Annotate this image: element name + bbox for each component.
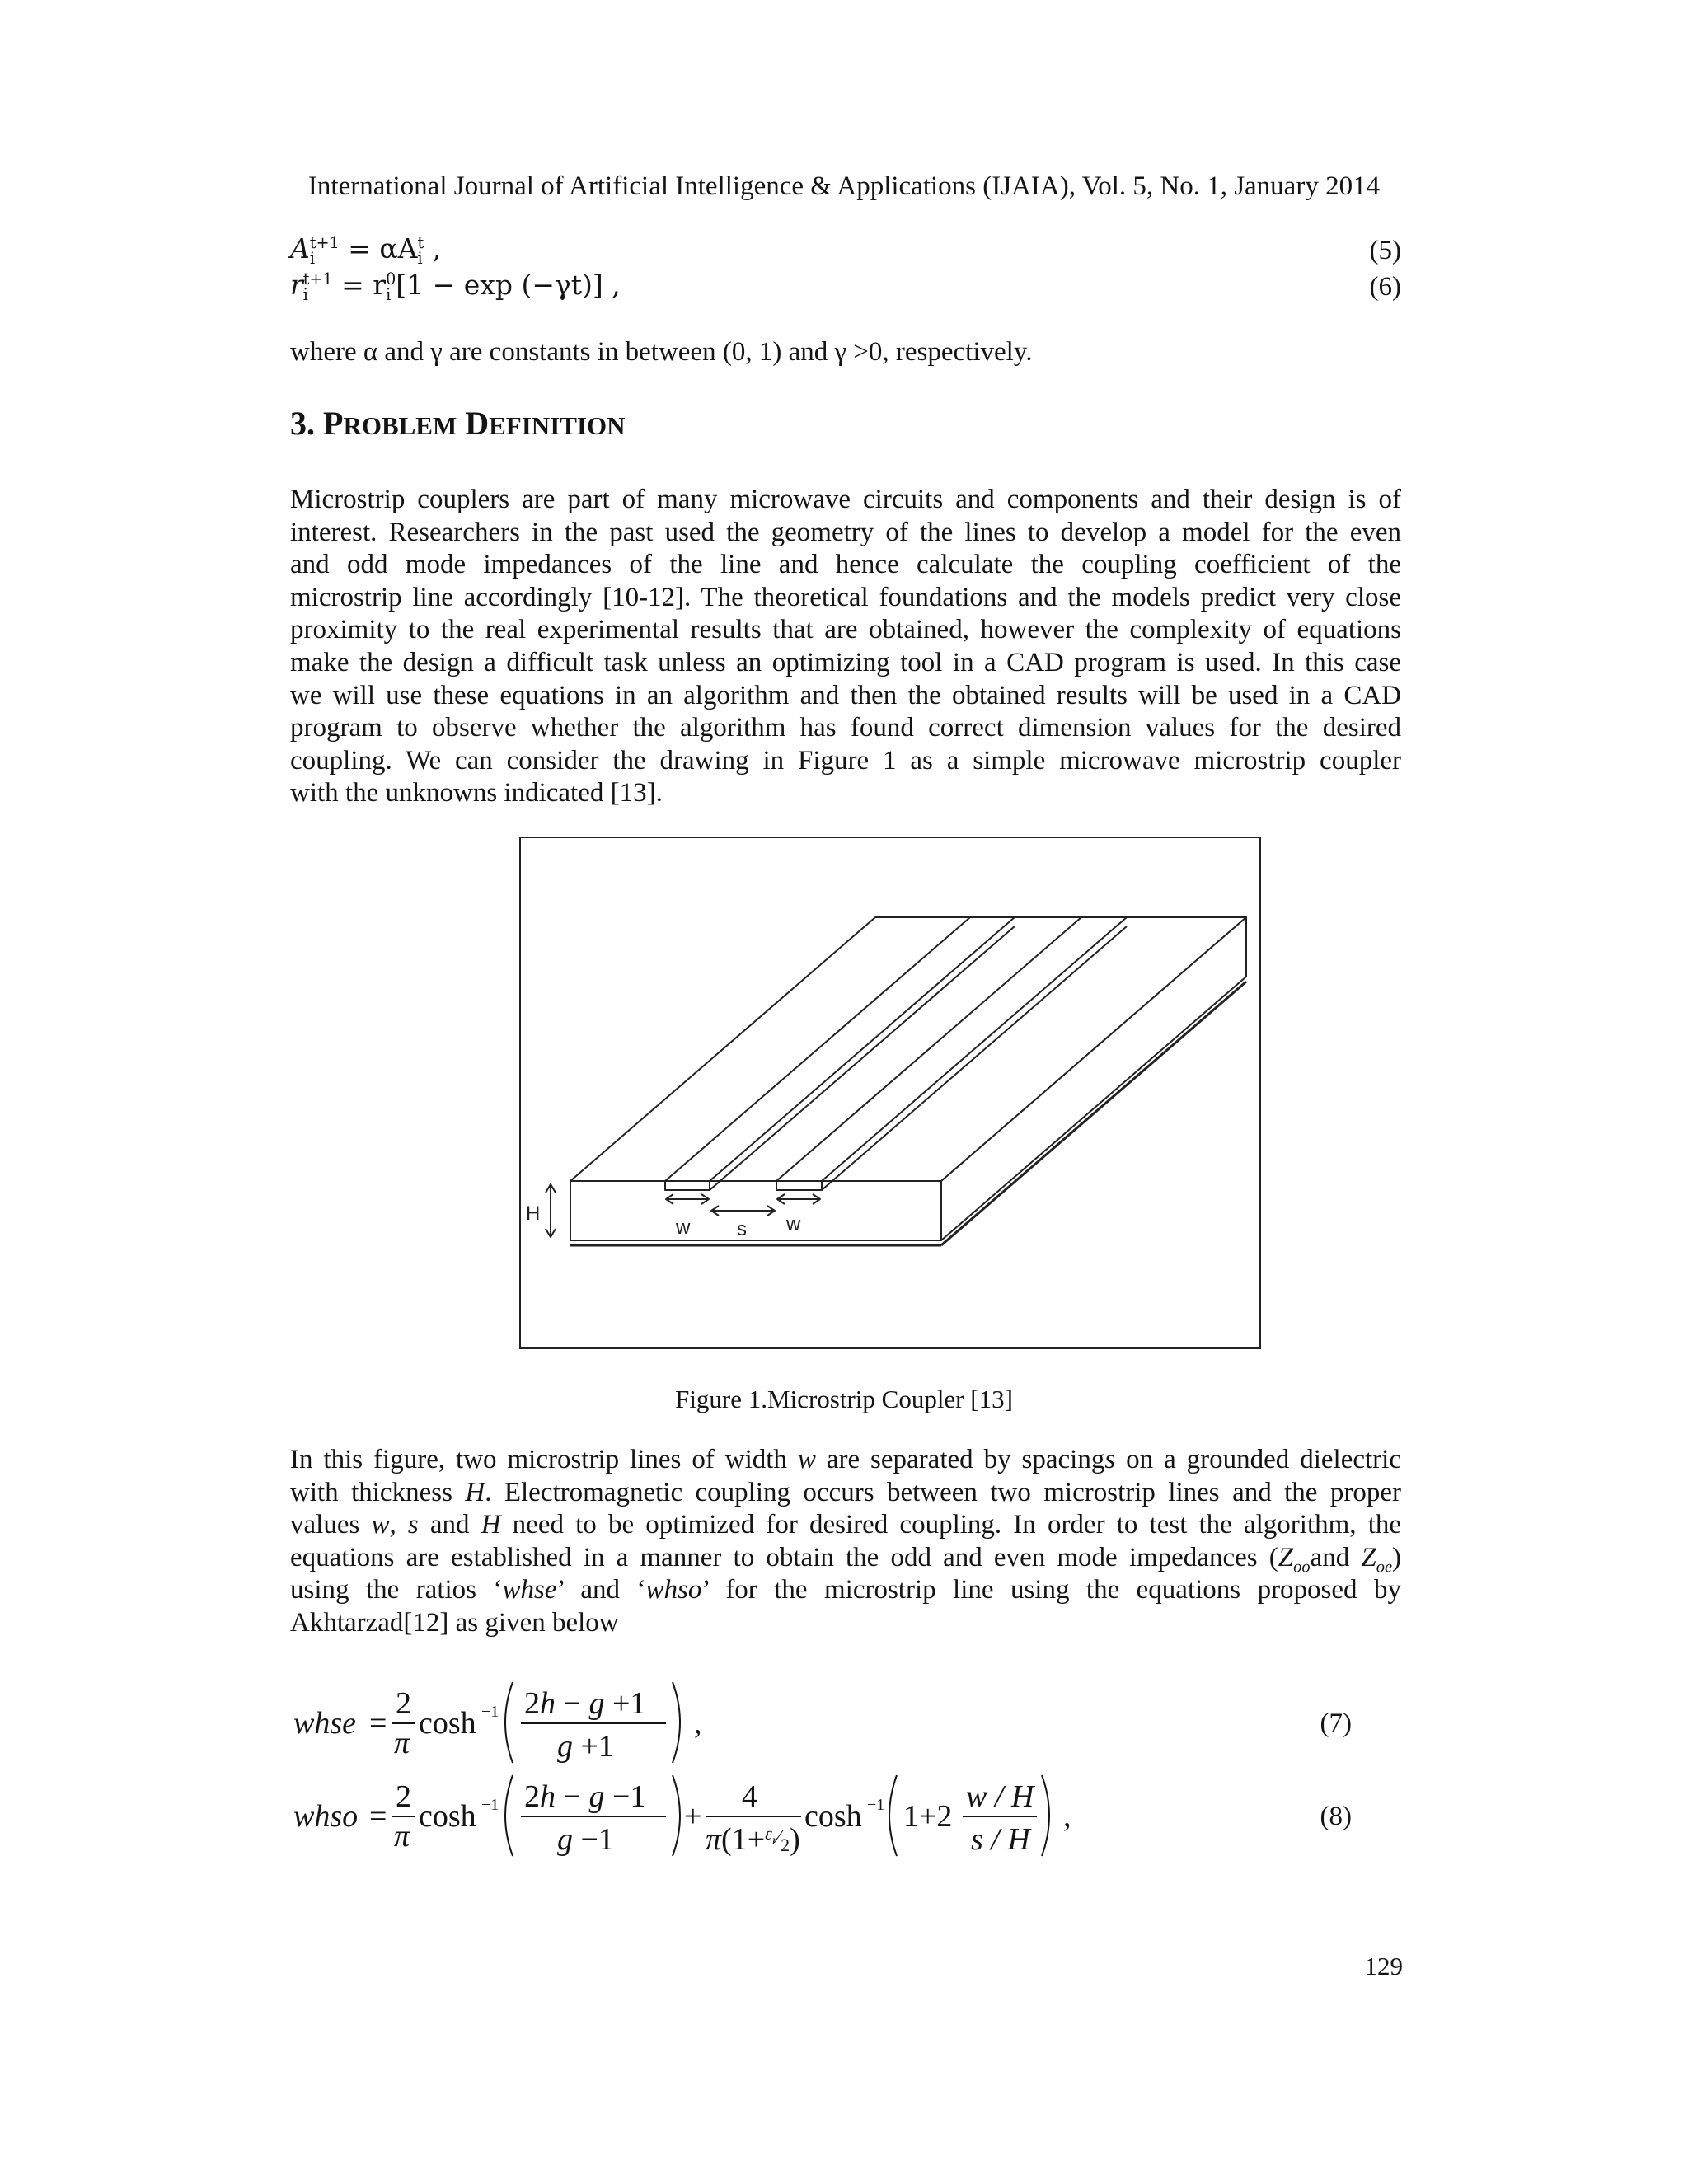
equation-7-inverse-exponent: −1 bbox=[481, 1703, 499, 1721]
equation-7-right-paren bbox=[673, 1682, 680, 1763]
p2-text: need to be optimized for desired coupling. In order to test the algorithm, the bbox=[500, 1510, 1402, 1540]
equation-8-second-inverse-exponent: −1 bbox=[867, 1796, 885, 1814]
p2-term-whso: whso bbox=[645, 1575, 702, 1605]
equation-5-expression bbox=[290, 232, 441, 266]
equation-8-ratio-denominator: s / H bbox=[971, 1822, 1030, 1857]
paragraph-2-line-2 bbox=[290, 1477, 1401, 1510]
eq6-sup: t+1 bbox=[302, 269, 333, 288]
equation-8-second-left-paren bbox=[889, 1775, 897, 1856]
p2-subscript-oe: oe bbox=[1376, 1558, 1393, 1577]
constants-sentence bbox=[290, 336, 1401, 369]
microstrip-coupler-drawing bbox=[521, 838, 1259, 1347]
equation-5 bbox=[290, 232, 1401, 274]
equation-8-equals: = bbox=[369, 1799, 387, 1834]
paragraph-2-line-4 bbox=[290, 1542, 1401, 1575]
page-number: 129 bbox=[1364, 1952, 1403, 1980]
equation-8-second-numerator: 4 bbox=[742, 1779, 757, 1814]
equation-6-expression bbox=[290, 269, 621, 302]
equation-5-number: (5) bbox=[1369, 236, 1401, 265]
equation-8-arccosh: cosh bbox=[419, 1799, 476, 1834]
figure-1-frame bbox=[519, 837, 1261, 1349]
paragraph-1-line: we will use these equations in an algorithm and then the obtained results will be used in a CAD bbox=[290, 680, 1401, 710]
equation-7-formula bbox=[290, 1677, 1032, 1768]
figure-label-w-left: w bbox=[676, 1216, 691, 1239]
p2-symbol-s: s bbox=[407, 1510, 419, 1540]
paragraph-1-line: microstrip line accordingly [10-12]. The theoretical foundations and the models predict very close bbox=[290, 582, 1401, 612]
eq5-indices bbox=[309, 232, 340, 268]
paragraph-2-line-5 bbox=[290, 1574, 1401, 1607]
equation-8-denominator: g −1 bbox=[557, 1822, 614, 1857]
equation-8-inverse-exponent: −1 bbox=[481, 1796, 499, 1814]
p2-symbol-h: H bbox=[481, 1510, 501, 1540]
equation-8-second-denominator: $\pi(1+^\varepsilon r⁄_2)$ bbox=[706, 1822, 800, 1857]
eq5-rhs-post: , bbox=[424, 232, 442, 265]
equation-7-equals: = bbox=[369, 1706, 387, 1741]
equation-8-numerator: 2h − g −1 bbox=[524, 1779, 646, 1814]
equation-8-number: (8) bbox=[1320, 1802, 1352, 1831]
eq6-sub: i bbox=[302, 285, 308, 304]
equation-8-left-paren bbox=[505, 1775, 513, 1856]
eq5-rhs-sub: i bbox=[417, 249, 423, 268]
equation-8-coefficient-numerator: 2 bbox=[396, 1779, 411, 1814]
eq6-symbol: r bbox=[290, 269, 303, 301]
equation-7-lhs: whse bbox=[293, 1706, 356, 1741]
equation-8-right-paren bbox=[673, 1775, 680, 1856]
equation-7-numerator: 2h − g +1 bbox=[524, 1686, 646, 1721]
equation-8-coefficient-denominator: π bbox=[394, 1819, 410, 1854]
equation-7-coefficient-denominator: π bbox=[394, 1726, 410, 1760]
section-title-roblem: ROBLEM bbox=[343, 411, 457, 440]
equation-8-ratio-numerator: w / H bbox=[966, 1779, 1034, 1814]
eq5-symbol: A bbox=[290, 232, 310, 265]
figure-label-h: H bbox=[526, 1202, 541, 1225]
p2-text: ’ for the microstrip line using the equations proposed by bbox=[701, 1575, 1401, 1605]
p2-text: using the ratios ‘ bbox=[290, 1575, 503, 1605]
section-title-efinition: EFINITION bbox=[489, 411, 626, 440]
equation-8-second-arccosh: cosh bbox=[804, 1799, 862, 1834]
paragraph-2-line-1 bbox=[290, 1444, 1401, 1477]
p2-term-whse: whse bbox=[502, 1575, 557, 1605]
paragraph-1 bbox=[290, 484, 1401, 810]
constants-sentence-text: where α and γ are constants in between (0, 1) and γ >0, respectively. bbox=[290, 337, 1033, 367]
eq6-indices bbox=[303, 271, 333, 302]
section-heading bbox=[290, 404, 626, 443]
equation-7-comma: , bbox=[694, 1706, 702, 1741]
paragraph-1-line: program to observe whether the algorithm has found correct dimension values for the desired bbox=[290, 713, 1401, 743]
p2-text: on a grounded dielectric bbox=[1115, 1445, 1401, 1474]
equation-8 bbox=[290, 1770, 1401, 1863]
eq6-rhs-post: [1 − exp (−γt)] , bbox=[396, 269, 621, 301]
figure-label-w-right: w bbox=[786, 1213, 801, 1235]
paragraph-1-line: with the unknowns indicated [13]. bbox=[290, 778, 663, 808]
p2-text: values bbox=[290, 1510, 372, 1540]
paragraph-2 bbox=[290, 1444, 1401, 1640]
p2-text: . Electromagnetic coupling occurs between two microstrip lines and the proper bbox=[485, 1477, 1401, 1507]
eq6-rhs-sup: 0 bbox=[386, 269, 396, 288]
p2-text: ’ and ‘ bbox=[556, 1575, 646, 1605]
paragraph-2-line-3 bbox=[290, 1509, 1401, 1542]
paragraph-1-line: and odd mode impedances of the line and hence calculate the coupling coefficient of the bbox=[290, 550, 1401, 580]
p2-text: , bbox=[389, 1510, 408, 1540]
eq6-rhs-sub: i bbox=[386, 285, 392, 304]
equation-7 bbox=[290, 1677, 1401, 1768]
equation-7-left-paren bbox=[505, 1682, 513, 1763]
p2-text: and bbox=[418, 1510, 481, 1540]
equation-7-arccosh: cosh bbox=[419, 1706, 476, 1741]
p2-text: ) bbox=[1392, 1542, 1402, 1572]
section-number: 3. bbox=[290, 405, 315, 442]
running-header: International Journal of Artificial Intelligence & Applications (IJAIA), Vol. 5, No. 1, January 2014 bbox=[307, 171, 1381, 201]
microstrip-line-left-front bbox=[665, 1181, 710, 1190]
equation-6 bbox=[290, 269, 1401, 310]
equation-8-lhs: whso bbox=[293, 1799, 359, 1834]
p2-symbol-h: H bbox=[465, 1477, 485, 1507]
equation-7-denominator: g +1 bbox=[557, 1729, 614, 1764]
p2-text: with thickness bbox=[290, 1477, 466, 1507]
figure-1-caption: Figure 1.Microstrip Coupler [13] bbox=[675, 1385, 1013, 1413]
paragraph-1-line: proximity to the real experimental results that are obtained, however the complexity of equations bbox=[290, 615, 1401, 645]
p2-symbol-z: Z bbox=[1278, 1542, 1294, 1572]
eq5-rhs-sup: t bbox=[417, 232, 424, 252]
p2-text: and bbox=[1310, 1542, 1362, 1572]
p2-symbol-w: w bbox=[371, 1510, 390, 1540]
equation-8-comma: , bbox=[1063, 1799, 1071, 1834]
p2-symbol-z: Z bbox=[1361, 1542, 1376, 1572]
microstrip-line-right-front bbox=[776, 1181, 822, 1190]
eq5-rhs: = αA bbox=[339, 232, 418, 265]
section-title-d: D bbox=[465, 405, 490, 442]
equation-8-formula bbox=[290, 1770, 1114, 1863]
p2-symbol-s: s bbox=[1104, 1445, 1116, 1474]
figure-label-s: s bbox=[737, 1218, 747, 1240]
eq5-sub: i bbox=[309, 249, 315, 268]
paragraph-2-line-6: Akhtarzad[12] as given below bbox=[290, 1607, 619, 1638]
equation-6-number: (6) bbox=[1369, 272, 1401, 302]
eq5-sup: t+1 bbox=[309, 232, 340, 252]
eq6-rhs: = r bbox=[332, 269, 387, 301]
p2-text: are separated by spacing bbox=[815, 1445, 1105, 1474]
paragraph-1-line: Microstrip couplers are part of many microwave circuits and components and their design is of bbox=[290, 485, 1401, 514]
p2-text: equations are established in a manner to obtain the odd and even mode impedances ( bbox=[290, 1542, 1278, 1572]
p2-text: In this figure, two microstrip lines of width bbox=[290, 1445, 798, 1474]
equation-7-coefficient-numerator: 2 bbox=[396, 1686, 411, 1721]
eq6-rhs-indices bbox=[386, 271, 396, 302]
equation-8-one-plus-two: 1+2 bbox=[903, 1799, 953, 1834]
section-title-p: P bbox=[323, 405, 344, 442]
paragraph-1-line: make the design a difficult task unless an optimizing tool in a CAD program is used. In this case bbox=[290, 647, 1401, 677]
equation-8-plus: + bbox=[684, 1799, 702, 1834]
paragraph-1-line: coupling. We can consider the drawing in Figure 1 as a simple microwave microstrip coupler bbox=[290, 745, 1401, 776]
p2-symbol-w: w bbox=[797, 1445, 816, 1474]
equation-8-second-right-paren bbox=[1042, 1775, 1049, 1856]
paragraph-1-line: interest. Researchers in the past used the geometry of the lines to develop a model for the even bbox=[290, 517, 1401, 547]
p2-subscript-oo: oo bbox=[1293, 1558, 1311, 1577]
equation-7-number: (7) bbox=[1320, 1708, 1352, 1738]
